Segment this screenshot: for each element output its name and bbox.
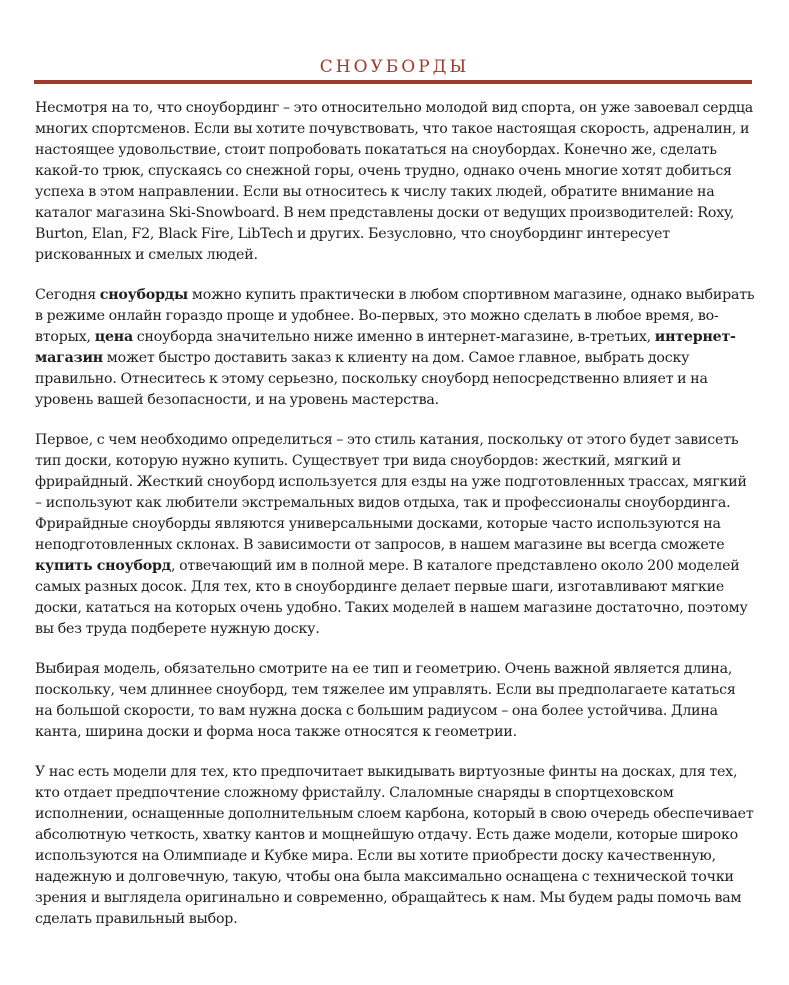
paragraph-geometry: Выбирая модель, обязательно смотрите на ее тип и геометрию. Очень важной является длина, поскольку, чем длиннее сноуборд, тем тяжелее им управлять. Если вы предполагаете кататься на большой скорости, то вам нужна доска с большим радиусом – она более устойчива. Длина канта, ширина доски и форма носа также относятся к геометрии. <box>35 661 736 740</box>
text-span: можно купить практически в любом спортивном магазине, однако выбирать в режиме онлайн гораздо проще и удобнее. Во-первых, это можно сделать в любое время, во-вторых, <box>35 287 755 345</box>
paragraph-buying-online <box>35 285 755 411</box>
paragraph-riding-style <box>35 430 755 640</box>
page-title: СНОУБОРДЫ <box>319 57 470 77</box>
paragraph-intro: Несмотря на то, что сноубординг – это относительно молодой вид спорта, он уже завоевал сердца многих спортсменов. Если вы хотите почувствовать, что такое настоящая скорость, адреналин, и настоящее удовольствие, стоит попробовать покататься на сноубордах. Конечно же, сделать какой-то трюк, спускаясь со снежной горы, очень трудно, однако очень многие хотят добиться успеха в этом направлении. Если вы относитесь к числу таких людей, обратите внимание на каталог магазина Ski-Snowboard. В нем представлены доски от ведущих производителей: Roxy, Burton, Elan, F2, Black Fire, LibTech и других. Безусловно, что сноубординг интересует рискованных и смелых людей. <box>35 100 754 263</box>
text-span: Первое, с чем необходимо определиться – это стиль катания, поскольку от этого будет зависеть тип доски, которую нужно купить. Существует три вида сноубордов: жесткий, мягкий и фрирайдный. Жесткий сноуборд используется для езды на уже подготовленных трассах, мягкий – используют как любители экстремальных видов отдыха, так и профессионалы сноубординга. Фрирайдные сноуборды являются универсальными досками, которые часто используются на неподготовленных склонах. В зависимости от запросов, в нашем магазине вы всегда сможете <box>35 432 747 553</box>
article-body <box>35 98 755 949</box>
text-span: Сегодня <box>35 287 100 303</box>
keyword-snowboards: сноуборды <box>99 287 189 303</box>
keyword-price: цена <box>94 329 133 345</box>
keyword-online-store: интернет-магазин <box>35 329 736 366</box>
text-span: , отвечающий им в полной мере. В каталоге представлено около 200 моделей самых разных досок. Для тех, кто в сноубординге делает первые шаги, изготавливают мягкие доски, кататься на которых очень удобно. Таких моделей в нашем магазине достаточно, поэтому вы без труда подберете нужную доску. <box>35 558 748 637</box>
title-divider <box>34 80 752 84</box>
text-span: сноуборда значительно ниже именно в интернет-магазине, в-третьих, <box>132 329 655 345</box>
keyword-buy-snowboard: купить сноуборд <box>35 558 171 574</box>
text-span: может быстро доставить заказ к клиенту на дом. Самое главное, выбрать доску правильно. Отнеситесь к этому серьезно, поскольку сноуборд непосредственно влияет и на уровень вашей безопасности, и на уровень мастерства. <box>35 350 708 408</box>
paragraph-models: У нас есть модели для тех, кто предпочитает выкидывать виртуозные финты на досках, для тех, кто отдает предпочтение сложному фристайлу. Слаломные снаряды в спортцеховском исполнении, оснащенные дополнительным слоем карбона, который в свою очередь обеспечивает абсолютную четкость, хватку кантов и мощнейшую отдачу. Есть даже модели, которые широко используются на Олимпиаде и Кубке мира. Если вы хотите приобрести доску качественную, надежную и долговечную, такую, чтобы она была максимально оснащена с технической точки зрения и выглядела оригинально и современно, обращайтесь к нам. Мы будем рады помочь вам сделать правильный выбор. <box>35 764 754 927</box>
